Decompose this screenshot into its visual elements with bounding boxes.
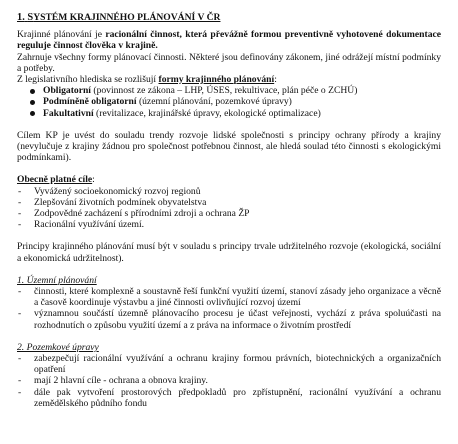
intro-paragraph	[17, 29, 441, 51]
intro-scope: Zahrnuje všechny formy plánovací činnosti. Některé jsou definovány zákonem, jiné odrážejí místní podmínky a potřeby.	[17, 51, 441, 74]
section2-list	[17, 353, 441, 409]
forms-list	[17, 85, 441, 119]
intro-definition: racionální činnost, která převážně formou preventivně vyhotovené dokumentace reguluje činnost člověka v krajině.	[17, 29, 442, 52]
general-goals-title: Obecně platné cíle	[17, 174, 93, 186]
document-page	[17, 12, 441, 409]
list-item: - zabezpečují racionální využívání a ochranu krajiny formou právních, biotechnických a organizačních opatření	[17, 353, 441, 375]
form-desc: (územní plánování, pozemkové úpravy)	[136, 96, 292, 108]
list-item	[17, 96, 441, 107]
list-item: - Zlepšování životních podmínek obyvatelstva	[17, 197, 441, 208]
forms-heading: formy krajinného plánování	[158, 74, 275, 86]
list-item	[17, 85, 441, 96]
goal-paragraph: Cílem KP je uvést do souladu trendy rozvoje lidské společnosti s principy ochrany přírody a krajiny (nevylučuje z krajiny žádnou pro společnost potřebnou činnost, ale hledá soulad této činnosti s ekologickými podmínkami).	[17, 129, 441, 164]
list-item: - Vyvážený socioekonomický rozvoj regionů	[17, 186, 441, 197]
principles-paragraph: Principy krajinného plánování musí být v souladu s principy trvale udržitelného rozvoje (ekologická, sociální a ekonomická udržitelnost).	[17, 241, 441, 264]
form-term: Fakultativní	[43, 107, 94, 119]
form-desc: (revitalizace, krajinářské úpravy, ekologické optimalizace)	[93, 107, 321, 119]
list-item	[17, 108, 441, 119]
section-heading-land-consolidation: 2. Pozemkové úpravy	[17, 341, 99, 353]
list-item: - dále pak vytvoření prostorových předpokladů pro zpřístupnění, racionální využívání a ochranu zemědělského půdního fondu	[17, 387, 441, 409]
form-desc: (povinnost ze zákona – LHP, ÚSES, rekultivace, plán péče o ZCHÚ)	[90, 85, 358, 97]
legislation-text: Z legislativního hlediska se rozlišují	[17, 74, 159, 86]
section1-list	[17, 286, 441, 331]
form-term: Podmíněně obligatorní	[43, 96, 137, 108]
title-first-letter: S	[27, 12, 34, 23]
list-item: - mají 2 hlavní cíle - ochrana a obnova krajiny.	[17, 375, 441, 386]
intro-text-a: Krajinné plánování je	[17, 29, 106, 41]
general-goals-heading	[17, 174, 441, 185]
general-goals-colon: :	[92, 174, 95, 186]
general-goals-list	[17, 186, 441, 231]
legislation-line	[17, 74, 441, 85]
list-item: - významnou součástí územně plánovacího procesu je účast veřejnosti, vychází z práva spoluúčasti na rozhodnutích o způsobu využití území a z práva na informace o životním prostředí	[17, 308, 441, 330]
form-term: Obligatorní	[43, 85, 91, 97]
title-number: 1.	[17, 12, 25, 23]
list-item: - činnosti, které komplexně a soustavně řeší funkční využití území, stanoví zásady jeho organizace a věcně a časově koordinuje výstavbu a jiné činnosti ovlivňující rozvoj území	[17, 286, 441, 308]
title-rest: YSTÉM KRAJINNÉHO PLÁNOVÁNÍ V ČR	[33, 12, 221, 23]
list-item: - Racionální využívání území.	[17, 219, 441, 230]
section-heading-spatial-planning: 1. Územní plánování	[17, 274, 97, 286]
forms-colon: :	[274, 74, 277, 86]
list-item: - Zodpovědné zacházení s přírodními zdroji a ochrana ŽP	[17, 208, 441, 219]
page-title	[17, 12, 441, 23]
